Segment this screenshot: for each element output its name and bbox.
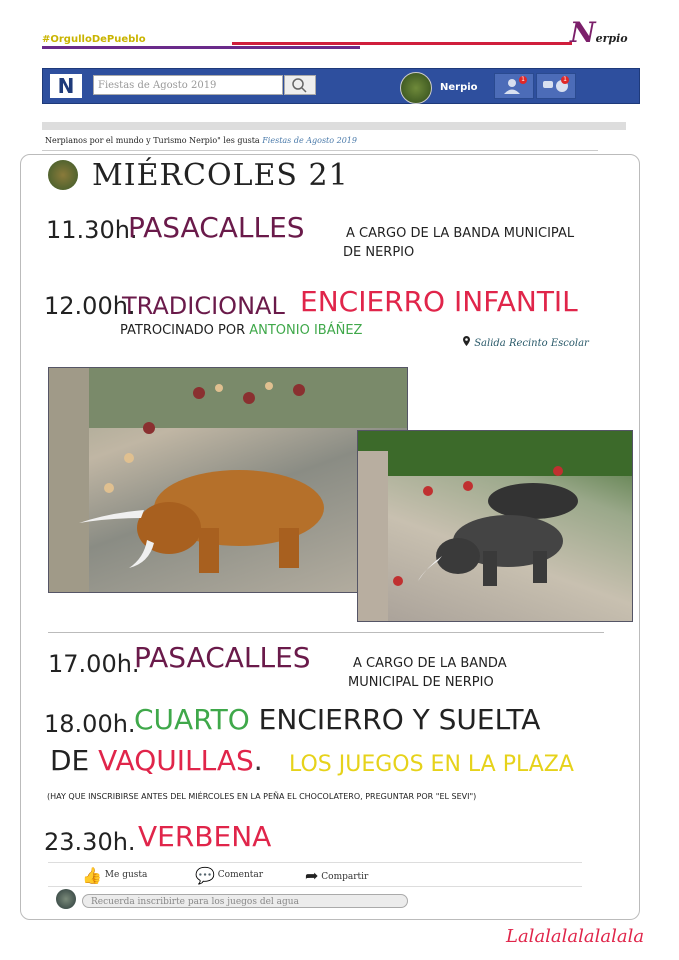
event4-title: CUARTO ENCIERRO Y SUELTA	[134, 703, 541, 736]
event2-time: 12.00h.	[44, 292, 136, 320]
actions-divider	[48, 862, 582, 863]
grey-separator	[42, 122, 626, 130]
nerpio-logo: Nerpio	[570, 16, 628, 49]
event1-title: PASACALLES	[128, 211, 305, 244]
event1-time: 11.30h.	[46, 216, 138, 244]
orange-bull-image	[49, 368, 407, 592]
event1-desc: A CARGO DE LA BANDA MUNICIPAL	[346, 226, 575, 241]
likes-line: Nerpianos por el mundo y Turismo Nerpio" les gusta Fiestas de Agosto 2019	[45, 136, 357, 145]
notification-badge: 1	[561, 76, 569, 84]
friends-icon	[495, 74, 533, 98]
event1-desc2: DE NERPIO	[343, 245, 415, 260]
comment-icon: 💬	[195, 866, 215, 885]
event2-location: Salida Recinto Escolar	[462, 336, 589, 349]
friend-requests-button[interactable]	[494, 73, 534, 99]
day-title: MIÉRCOLES 21	[92, 158, 349, 193]
profile-name[interactable]: Nerpio	[440, 82, 478, 93]
hashtag[interactable]: #OrgulloDePueblo	[42, 34, 146, 45]
share-icon: ➦	[305, 866, 319, 885]
event2-prefix: TRADICIONAL	[122, 292, 285, 320]
comment-button[interactable]: 💬 Comentar	[195, 866, 264, 885]
event2-title: ENCIERRO INFANTIL	[300, 285, 578, 318]
divider	[42, 150, 598, 151]
post-avatar[interactable]	[48, 160, 78, 190]
messages-icon	[537, 74, 575, 98]
profile-avatar[interactable]	[400, 72, 432, 104]
event3-desc2: MUNICIPAL DE NERPIO	[348, 675, 494, 690]
comment-divider	[48, 886, 582, 887]
event3-desc: A CARGO DE LA BANDA	[353, 656, 507, 671]
encierro-photo-1[interactable]	[48, 367, 408, 593]
notifications-button[interactable]	[536, 73, 576, 99]
event2-sponsor: PATROCINADO POR ANTONIO IBÁÑEZ	[120, 323, 363, 338]
black-bulls-image	[358, 431, 632, 621]
commenter-avatar	[56, 889, 76, 909]
thumbs-up-icon: 👍	[82, 866, 102, 885]
event4-note: (HAY QUE INSCRIBIRSE ANTES DEL MIÉRCOLES EN LA PEÑA EL CHOCOLATERO, PREGUNTAR POR "EL SEVI")	[47, 792, 477, 801]
header-line-red	[232, 42, 572, 45]
search-icon	[285, 76, 315, 94]
event5-title: VERBENA	[138, 820, 272, 853]
event4-time: 18.00h.	[44, 710, 136, 738]
event5-time: 23.30h.	[44, 828, 136, 856]
location-pin-icon	[462, 336, 471, 346]
encierro-photo-2[interactable]	[357, 430, 633, 622]
friend-badge: 1	[519, 76, 527, 84]
liked-page-link[interactable]: Fiestas de Agosto 2019	[262, 136, 357, 145]
section-divider	[48, 632, 604, 633]
event4-games: LOS JUEGOS EN LA PLAZA	[289, 752, 574, 777]
event3-time: 17.00h.	[48, 650, 140, 678]
footer-signature: Lalalalalalalala	[506, 926, 645, 947]
like-button[interactable]: 👍 Me gusta	[82, 866, 148, 885]
share-button[interactable]: ➦ Compartir	[305, 866, 369, 885]
site-logo-button[interactable]: N	[50, 74, 82, 98]
search-button[interactable]	[284, 75, 316, 95]
event4-title-line2: DE VAQUILLAS.	[50, 744, 263, 777]
header-line-purple	[42, 46, 360, 49]
comment-input[interactable]: Recuerda inscribirte para los juegos del agua	[82, 894, 408, 908]
search-input[interactable]: Fiestas de Agosto 2019	[93, 75, 283, 95]
event3-title: PASACALLES	[134, 641, 311, 674]
